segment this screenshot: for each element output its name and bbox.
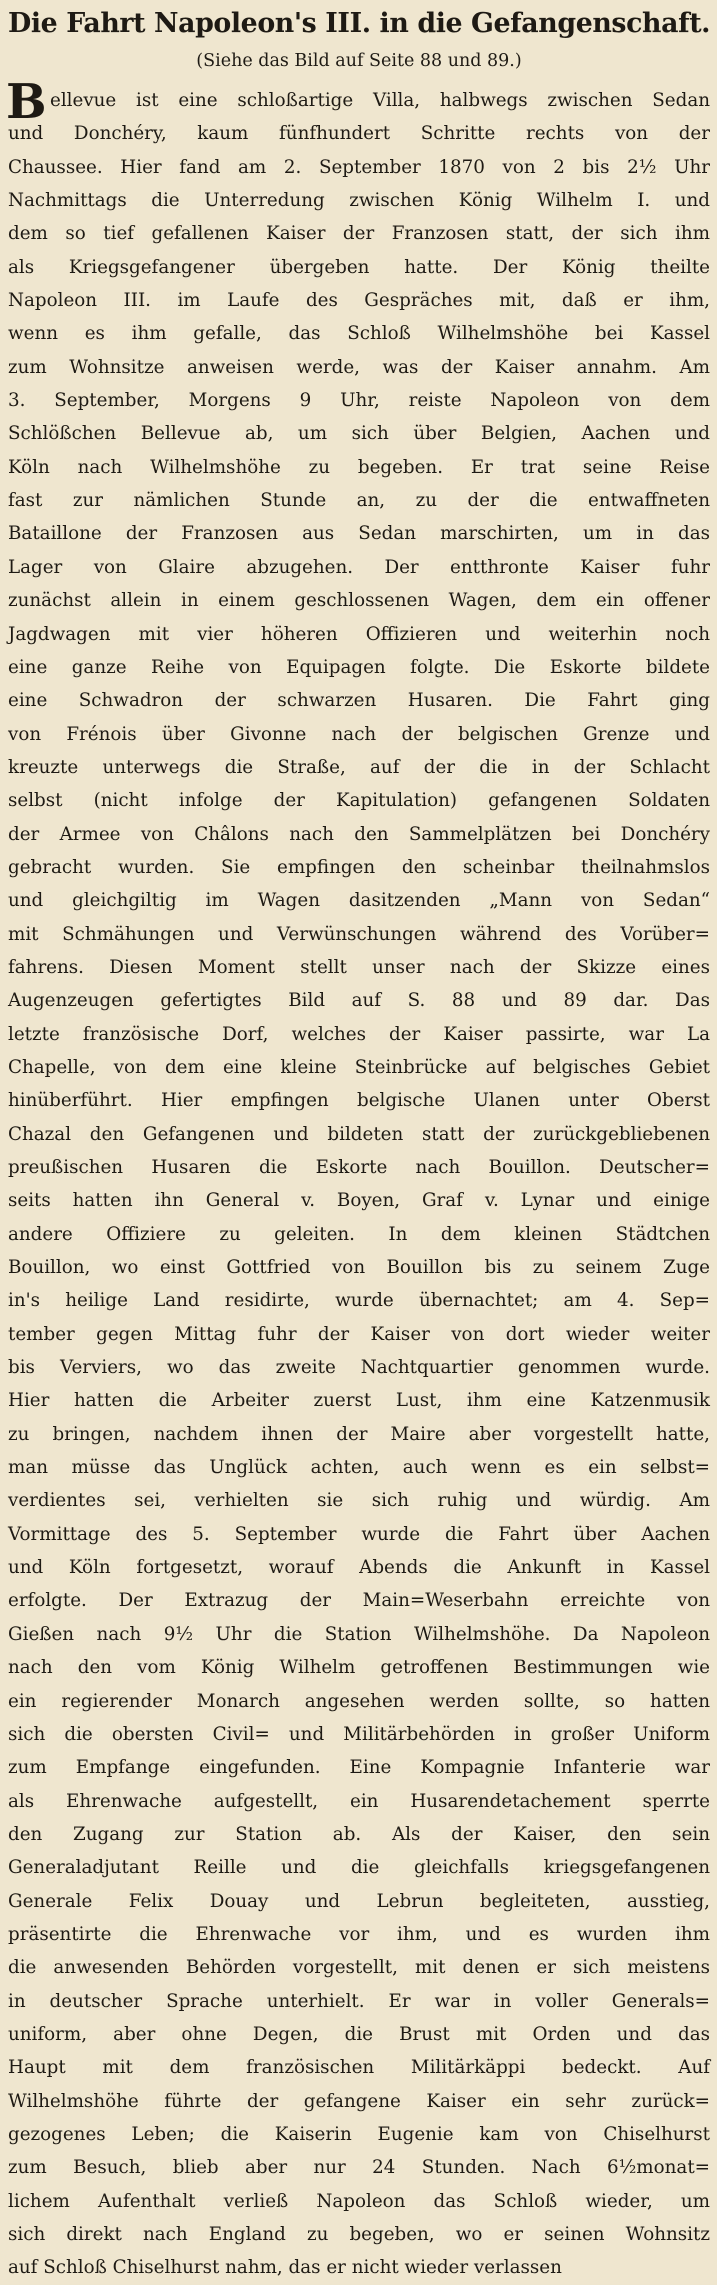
text-line: Vormittage des 5. September wurde die Fahrt über Aachen <box>8 1523 710 1545</box>
text-line: auf Schloß Chiselhurst nahm, das er nicht wieder verlassen <box>8 2257 562 2279</box>
text-line: Generaladjutant Reille und die gleichfalls kriegsgefangenen <box>8 1857 710 1879</box>
text-line: ellevue ist eine schloßartige Villa, halbwegs zwischen Sedan <box>50 90 710 111</box>
text-line: zum Wohnsitze anweisen werde, was der Kaiser annahm. Am <box>8 356 710 378</box>
text-line: fahrens. Diesen Moment stellt unser nach der Skizze eines <box>8 956 710 978</box>
text-line: als Ehrenwache aufgestellt, ein Husarendetachement sperrte <box>8 1790 710 1812</box>
article-body <box>6 74 710 2285</box>
text-line: Hier hatten die Arbeiter zuerst Lust, ihm eine Katzenmusik <box>8 1390 710 1412</box>
text-line: Schlößchen Bellevue ab, um sich über Belgien, Aachen und <box>8 423 710 445</box>
text-line: als Kriegsgefangener übergeben hatte. Der König theilte <box>8 256 710 278</box>
text-line: verdientes sei, verhielten sie sich ruhig und würdig. Am <box>8 1490 710 1512</box>
text-line: eine Schwadron der schwarzen Husaren. Die Fahrt ging <box>8 690 710 712</box>
text-line: die anwesenden Behörden vorgestellt, mit denen er sich meistens <box>8 1957 710 1979</box>
text-line: mit Schmähungen und Verwünschungen während des Vorüber= <box>8 923 710 945</box>
text-line: bis Verviers, wo das zweite Nachtquartier genommen wurde. <box>8 1357 710 1379</box>
text-line: Gießen nach 9½ Uhr die Station Wilhelmshöhe. Da Napoleon <box>8 1623 710 1645</box>
text-line: man müsse das Unglück achten, auch wenn es ein selbst= <box>8 1457 710 1479</box>
text-line: Bouillon, wo einst Gottfried von Bouillon bis zu seinem Zuge <box>8 1257 710 1279</box>
text-line: zu bringen, nachdem ihnen der Maire aber vorgestellt hatte, <box>8 1423 710 1445</box>
text-line: kreuzte unterwegs die Straße, auf der die in der Schlacht <box>8 756 710 778</box>
text-line: Jagdwagen mit vier höheren Offizieren und weiterhin noch <box>8 623 710 645</box>
text-line: Chazal den Gefangenen und bildeten statt der zurückgebliebenen <box>8 1123 710 1145</box>
text-line: tember gegen Mittag fuhr der Kaiser von dort wieder weiter <box>8 1323 710 1345</box>
text-line: Bataillone der Franzosen aus Sedan marschirten, um in das <box>8 523 710 545</box>
text-line: präsentirte die Ehrenwache vor ihm, und es wurden ihm <box>8 1923 710 1945</box>
text-line: Wilhelmshöhe führte der gefangene Kaiser ein sehr zurück= <box>8 2090 710 2112</box>
text-line: uniform, aber ohne Degen, die Brust mit Orden und das <box>8 2023 710 2045</box>
text-line: dem so tief gefallenen Kaiser der Franzosen statt, der sich ihm <box>8 223 710 245</box>
text-line: und Köln fortgesetzt, worauf Abends die Ankunft in Kassel <box>8 1557 710 1579</box>
text-line: Chapelle, von dem eine kleine Steinbrücke auf belgisches Gebiet <box>8 1056 710 1078</box>
text-line: andere Offiziere zu geleiten. In dem kleinen Städtchen <box>8 1223 710 1245</box>
text-line: fast zur nämlichen Stunde an, zu der die entwaffneten <box>8 490 710 512</box>
text-line: sich direkt nach England zu begeben, wo er seinen Wohnsitz <box>8 2224 710 2245</box>
text-line: Lager von Glaire abzugehen. Der entthronte Kaiser fuhr <box>8 556 710 578</box>
text-line: wenn es ihm gefalle, das Schloß Wilhelmshöhe bei Kassel <box>8 323 710 345</box>
text-line: der Armee von Châlons nach den Sammelplätzen bei Donchéry <box>8 823 710 845</box>
text-line: seits hatten ihn General v. Boyen, Graf v. Lynar und einige <box>8 1190 710 1212</box>
text-line: und gleichgiltig im Wagen dasitzenden „Mann von Sedan“ <box>8 890 710 912</box>
text-line: 3. September, Morgens 9 Uhr, reiste Napoleon von dem <box>8 390 710 412</box>
drop-initial: B <box>6 74 47 130</box>
text-line: erfolgte. Der Extrazug der Main=Weserbahn erreichte von <box>8 1590 710 1612</box>
text-line: Haupt mit dem französischen Militärkäppi bedeckt. Auf <box>8 2057 710 2079</box>
text-line: nach den vom König Wilhelm getroffenen Bestimmungen wie <box>8 1657 710 1679</box>
text-line: den Zugang zur Station ab. Als der Kaiser, den sein <box>8 1823 710 1845</box>
text-line: eine ganze Reihe von Equipagen folgte. Die Eskorte bildete <box>8 656 710 678</box>
text-line: gebracht wurden. Sie empfingen den scheinbar theilnahmslos <box>8 856 710 878</box>
text-line: Chaussee. Hier fand am 2. September 1870 von 2 bis 2½ Uhr <box>8 156 710 178</box>
article-subtitle: (Siehe das Bild auf Seite 88 und 89.) <box>196 51 522 71</box>
text-line: selbst (nicht infolge der Kapitulation) gefangenen Soldaten <box>8 790 710 812</box>
text-line: ein regierender Monarch angesehen werden sollte, so hatten <box>8 1690 710 1712</box>
article-title: Die Fahrt Napoleon's III. in die Gefangenschaft. <box>8 8 711 39</box>
text-line: zum Besuch, blieb aber nur 24 Stunden. Nach 6½monat= <box>8 2157 710 2179</box>
text-line: hinüberführt. Hier empfingen belgische Ulanen unter Oberst <box>8 1090 710 1112</box>
text-line: Augenzeugen gefertigtes Bild auf S. 88 und 89 dar. Das <box>8 990 710 1012</box>
text-line: gezogenes Leben; die Kaiserin Eugenie kam von Chiselhurst <box>8 2123 710 2145</box>
text-line: in deutscher Sprache unterhielt. Er war in voller Generals= <box>8 1990 710 2012</box>
text-line: Napoleon III. im Laufe des Gespräches mit, daß er ihm, <box>8 290 710 312</box>
text-line: Nachmittags die Unterredung zwischen König Wilhelm I. und <box>8 190 710 212</box>
text-line: sich die obersten Civil= und Militärbehörden in großer Uniform <box>8 1723 710 1745</box>
text-line: letzte französische Dorf, welches der Kaiser passirte, war La <box>8 1023 710 1045</box>
text-line: in's heilige Land residirte, wurde übernachtet; am 4. Sep= <box>8 1290 710 1312</box>
text-line: zunächst allein in einem geschlossenen Wagen, dem ein offener <box>8 590 710 612</box>
text-line: zum Empfange eingefunden. Eine Kompagnie Infanterie war <box>8 1757 710 1779</box>
text-line: Köln nach Wilhelmshöhe zu begeben. Er trat seine Reise <box>8 456 710 478</box>
text-line: und Donchéry, kaum fünfhundert Schritte rechts von der <box>8 123 710 145</box>
text-line: preußischen Husaren die Eskorte nach Bouillon. Deutscher= <box>8 1157 710 1178</box>
text-line: lichem Aufenthalt verließ Napoleon das Schloß wieder, um <box>8 2190 710 2212</box>
text-line: Generale Felix Douay und Lebrun begleiteten, ausstieg, <box>8 1890 710 1912</box>
text-line: von Frénois über Givonne nach der belgischen Grenze und <box>8 723 710 745</box>
